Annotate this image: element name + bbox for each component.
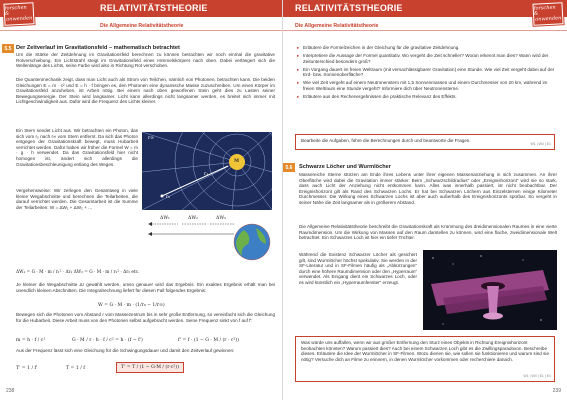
fig-label-r0: r₀ [166,195,171,200]
funnel-figure [423,250,557,330]
header-title-right: RELATIVITÄTSTHEORIE [295,3,403,13]
dw3-label: ΔW₃ [216,216,226,221]
section-tag: 5.5 [2,44,14,53]
task-box-2-ref: W1 | W4 | E1 | E4 [523,374,551,379]
task-box-1-ref: W1 | W4 | E1 [530,142,551,147]
period-prime-equation: T' = 1 / f' [16,366,38,371]
energy-equation: G · M / r · h · f / c² = h · (f − f') [72,338,143,343]
header-subtitle: Die Allgemeine Relativitätstheorie [100,23,184,29]
quantum-paragraph: Die Quantenmechanik zeigt, dass man Licht auch als Strom von Teilchen, nämlich von Photonen, betrachten kann. Die beiden Gleichungen E = m · c² und E = h · f bringen es, den Photonen eine dynamische Masse zuzuschreiben. Um einen Körper im Gravitationsfeld anzuheben, ist Arbeit nötig. Bei einem nach oben geworfenen Stein geht dies zu Lasten seiner Bewegungsenergie. Der Stein wird langsamer. Licht kann allerdings nicht langsamer werden, es breitet sich immer mit Lichtgeschwindigkeit aus. Dafür wird die Frequenz des Lichts kleiner. [16,77,275,105]
right-page [283,0,567,400]
badge-line-2: anwenden [6,15,33,23]
curvature-paragraph: Die Allgemeine Relativitätstheorie beschreibt die Gravitationskraft als Krümmung des dreidimensionalen Raumes in eine vierte Raumdimension. Um die Wirkung von Massen auf den Raum darstellen zu können, wird eine flache, zweidimensionale Welt betrachtet. Ein Schwarzes Loch ist hier ein tiefer Trichter. [299,224,557,241]
page-number-right: 239 [552,388,561,394]
fig-label-m: M [234,159,240,164]
dw1-label: ΔW₁ [160,216,170,221]
period-equation: T = 1 / f [66,366,85,371]
frequency-equation: f' = f · (1 − G · M / (r · c²)) [178,338,239,343]
bullet-item: ▸ Ein Vorgang dauert im freien Weltraum (mit vernachlässigbarer Gravitation) eine Stunde. Wie viel Zeit vergeht dabei auf der Erd- bzw. Sonnenoberfläche? [297,67,555,78]
result-equation-box: T' = T / (1 − G·M / (r·c²)) [116,362,184,373]
far-distance-paragraph: Bewegen sich die Photonen vom Abstand r vom Massezentrum bis in sehr große Entfernung, so vereinfacht sich die Gleichung für die Hubarbeit. Diese Arbeit muss von den Photonen selbst aufgebracht werden. Seine Frequenz sinkt von f auf f': [16,312,275,323]
period-paragraph: Aus der Frequenz lässt sich eine Gleichung für die Schwingungsdauer und damit den Zeitverlauf gewinnen: [16,348,235,353]
bullet-item: ▸ Erläutere die Formelzeichen in der Gleichung für die gravitative Zeitdehnung. [297,45,555,51]
wormhole-paragraph: Während die Existenz Schwarzer Löcher als gesichert gilt, sind Wurmlöcher höchst spekulativ. Sie werden in der SF-Literatur und in SF-Filmen häufig als „Abkürzungen“ durch eine höhere Raumdimension oder den „Hyperraum“ verwendet. Als Eingang dient ein Schwarzes Loch, oder es wird künstlich ein „Hyperraumfenster“ erzeugt. [299,252,417,285]
badge-line-1-right: forschen & [533,4,556,17]
gravity-field-figure [142,132,272,210]
gravity-field-svg [142,132,272,210]
task-box-2-text: Was würde uns auffallen, wenn wir aus großer Entfernung den Sturz eines Objekts in Richtung Ereignishorizont beobachten könnten? Warum passiert dies? Auch bei einem Schwarzen Loch gibt es die Zwillingsparadoxon. Beschreibe dieses. Erläutere die Idee der Wurmlöcher in SF-Filmen. Wozu dienen sie, wie sollen sie funktionieren und warum sind sie nötig? Versuche dich an Filme zu erinnern, in denen Wurmlöcher vorkommen oder recherchiere danach. [301,340,550,362]
section-tag-right: 5.6 [283,163,295,172]
method-paragraph: Vergehensweise: Wir zerlegen den Gesamtweg in viele kleine Wegabschnitte und berechnen die Teilarbeiten, die darauf verrichtet werden. Die Gesamtarbeit ist die Summe der Teilarbeiten: W = ΔW₁ + ΔW₂ + … [16,188,138,210]
mass-equation: m = h · f / c² [16,338,46,343]
fig-label-rinf: r∞ [148,136,155,141]
sum-equation: ΔW₁ = G · M · m / r₁² · Δr₁ ΔW₂ = G · M · m / r₂² · Δr₂ etc. [16,270,140,275]
badge-line-1: forschen & [4,4,27,17]
left-page [0,0,283,400]
task-box-2 [295,336,555,382]
task-bullets [297,45,555,102]
photon-paragraph: Ein Stern sendet Licht aus. Wir betrachten ein Photon, das sich vom r₀ nach r∞ vom Stern entfernt. Da sich das Photon entgegen der Gravitationskraft bewegt, muss Hubarbeit verrichtet werden. Dafür haben wir früher die Formel W = m · g · h verwendet. Da das Gravitationsfeld hier nicht homogen ist, ändert sich allerdings die Gravitationsbeschleunigung entlang des Weges. [16,128,138,167]
left-header [0,0,282,29]
header-subtitle-right: Die Allgemeine Relativitätstheorie [295,23,379,29]
section-title-right: Schwarze Löcher und Wurmlöcher [299,164,391,170]
funnel-svg [423,250,557,330]
badge-line-2-right: anwenden [535,15,562,23]
work-equation: W = G · M · m · (1/r₀ − 1/r∞) [98,303,165,308]
task-box-1 [295,134,555,150]
bullet-item: ▸ Wie viel Zeit vergeht auf einem Neutronenstern mit 1,5 Sonnenmassen und einem Durchmesser von 20 km, während im freien Weltraum eine Stunde vergeht? Informiere dich über Neutronensterne. [297,80,555,91]
work-steps-figure [148,212,272,262]
black-hole-paragraph: Massereiche Sterne stürzen am Ende ihres Lebens unter ihrer eigenen Massenanziehung in sich zusammen. An ihrer Oberfläche wird dabei die Gravitation immer stärker. Beim „Schwarzschildradius“ oder „Ereignishorizont“ wird sie so stark, dass auch Licht der Anziehung nicht entkommen kann. Alles was innerhalb passiert, ist nicht beobachtbar. Der Ereignishorizont gilt als Rand des Schwarzen Lochs. Er hat bei Schwarzen Löchern aus Einzelsternen einige Kilometer Durchmesser. Die Wirkung eines Schwarzen Lochs ist aber auch außerhalb des Ereignishorizonts spürbar. So vergeht in seiner Nähe die Zeit langsamer als in größerem Abstand. [299,172,557,205]
integral-paragraph: Je kleiner die Wegabschnitte Δr gewählt werden, umso genauer wird das Ergebnis. Ein exaktes Ergebnis erhält man bei unendlich kleinen Abschnitten. Die Integralrechnung liefert für diesen Fall folgendes Ergebnis: [16,282,275,293]
forschen-badge [3,2,34,26]
right-header [283,0,567,29]
header-rule-right [283,30,567,31]
section-title: Der Zeitverlauf im Gravitationsfeld – mathematisch betrachtet [16,45,180,51]
fig-label-r1: r₁ [204,172,209,177]
intro-paragraph: Um die Stärke der Zeitdehnung im Gravitationsfeld berechnen zu können betrachten wir noch einmal die gravitative Rotverschiebung. Ein Lichtstrahl steigt im Gravitationsfeld eines Himmelskörpers nach oben. Dabei verlängert sich die Wellenlänge des Lichts, seine Farbe wird also in Richtung Rot verschoben. [16,52,275,69]
header-title: RELATIVITÄTSTHEORIE [100,3,208,13]
dw2-label: ΔW₂ [188,216,198,221]
bullet-item: ▸ Interpretiere die Aussage der Formel quantitativ. Wo vergeht die Zeit schneller? Woran erkennt man dies? Wann wird der Zeitunterschied besonders groß? [297,53,555,64]
task-box-1-text: Bearbeite die Aufgaben, führe die Berechnungen durch und beantworte die Fragen. [301,138,471,143]
header-rule [0,30,282,31]
forschen-badge-right [532,2,563,26]
page-number-left: 238 [6,388,15,394]
bullet-item: ▸ Erläutere aus den Rechenergebnissen die praktische Relevanz des Effekts. [297,94,555,100]
